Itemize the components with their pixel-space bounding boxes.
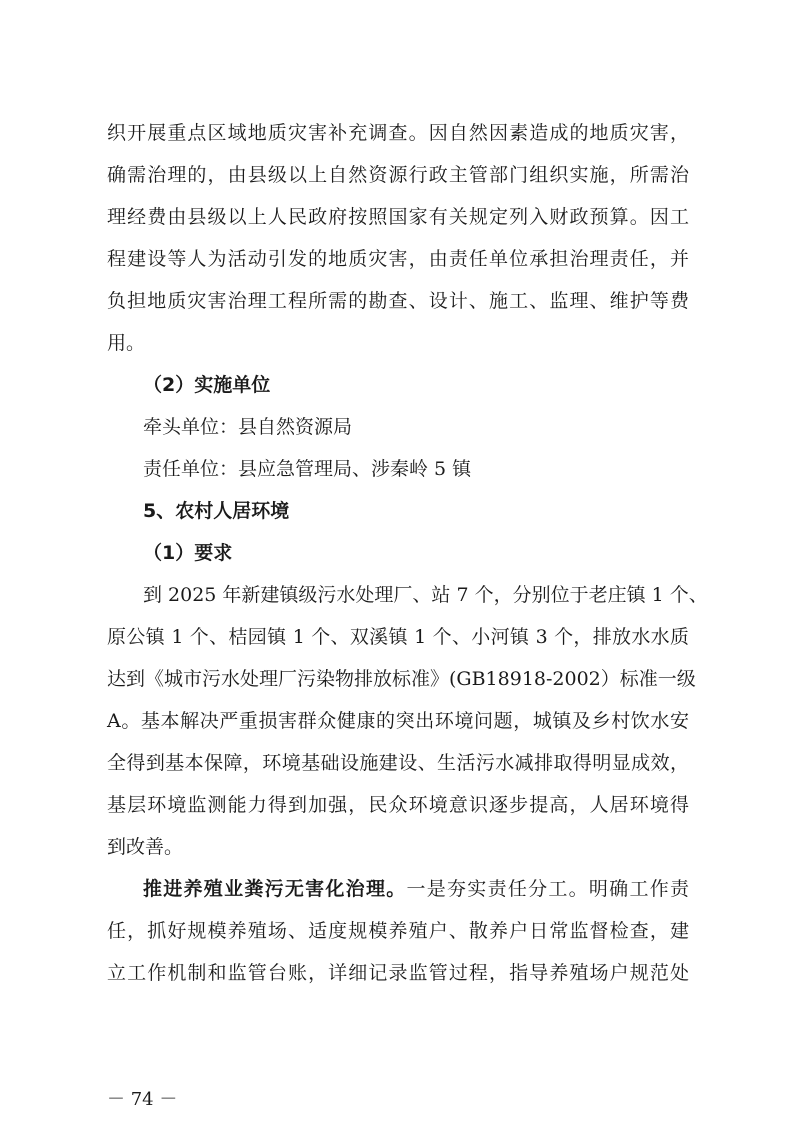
- paragraph-line: 达到《城市污水处理厂污染物排放标准》(GB18918-2002）标准一级: [107, 668, 696, 690]
- bold-lead-phrase: 推进养殖业粪污无害化治理。: [143, 878, 407, 900]
- paragraph-line: 理经费由县级以上人民政府按照国家有关规定列入财政预算。因工: [107, 206, 689, 228]
- paragraph-line: A。基本解决严重损害群众健康的突出环境问题，城镇及乡村饮水安: [107, 710, 689, 732]
- paragraph-line: 原公镇 1 个、桔园镇 1 个、双溪镇 1 个、小河镇 3 个，排放水水质: [107, 626, 689, 648]
- section-heading-rural-environment: 5、农村人居环境: [143, 500, 290, 522]
- paragraph-line: 全得到基本保障，环境基础设施建设、生活污水减排取得明显成效，: [107, 752, 689, 774]
- subheading-implementing-unit: （2）实施单位: [143, 374, 271, 396]
- paragraph-line: 任，抓好规模养殖场、适度规模养殖户、散养户日常监督检查，建: [107, 920, 689, 942]
- responsible-unit-text: 责任单位：县应急管理局、涉秦岭 5 镇: [143, 458, 472, 480]
- paragraph-line: 确需治理的，由县级以上自然资源行政主管部门组织实施，所需治: [107, 164, 689, 186]
- lead-unit-text: 牵头单位：县自然资源局: [143, 416, 353, 438]
- subheading-requirements: （1）要求: [143, 542, 233, 564]
- paragraph-line: 织开展重点区域地质灾害补充调查。因自然因素造成的地质灾害，: [107, 122, 689, 144]
- paragraph-line: 到改善。: [107, 836, 184, 858]
- paragraph-line: 程建设等人为活动引发的地质灾害，由责任单位承担治理责任，并: [107, 248, 689, 270]
- paragraph-line: 到 2025 年新建镇级污水处理厂、站 7 个，分别位于老庄镇 1 个、: [143, 584, 708, 606]
- paragraph-line: 基层环境监测能力得到加强，民众环境意识逐步提高，人居环境得: [107, 794, 689, 816]
- paragraph-line: 立工作机制和监管台账，详细记录监管过程，指导养殖场户规范处: [107, 962, 689, 984]
- paragraph-line: [143, 873, 689, 905]
- paragraph-line: 用。: [107, 332, 146, 354]
- paragraph-line: 负担地质灾害治理工程所需的勘查、设计、施工、监理、维护等费: [107, 290, 689, 312]
- page-number: － 74 －: [107, 1089, 178, 1110]
- paragraph-text: 一是夯实责任分工。明确工作责: [406, 878, 689, 900]
